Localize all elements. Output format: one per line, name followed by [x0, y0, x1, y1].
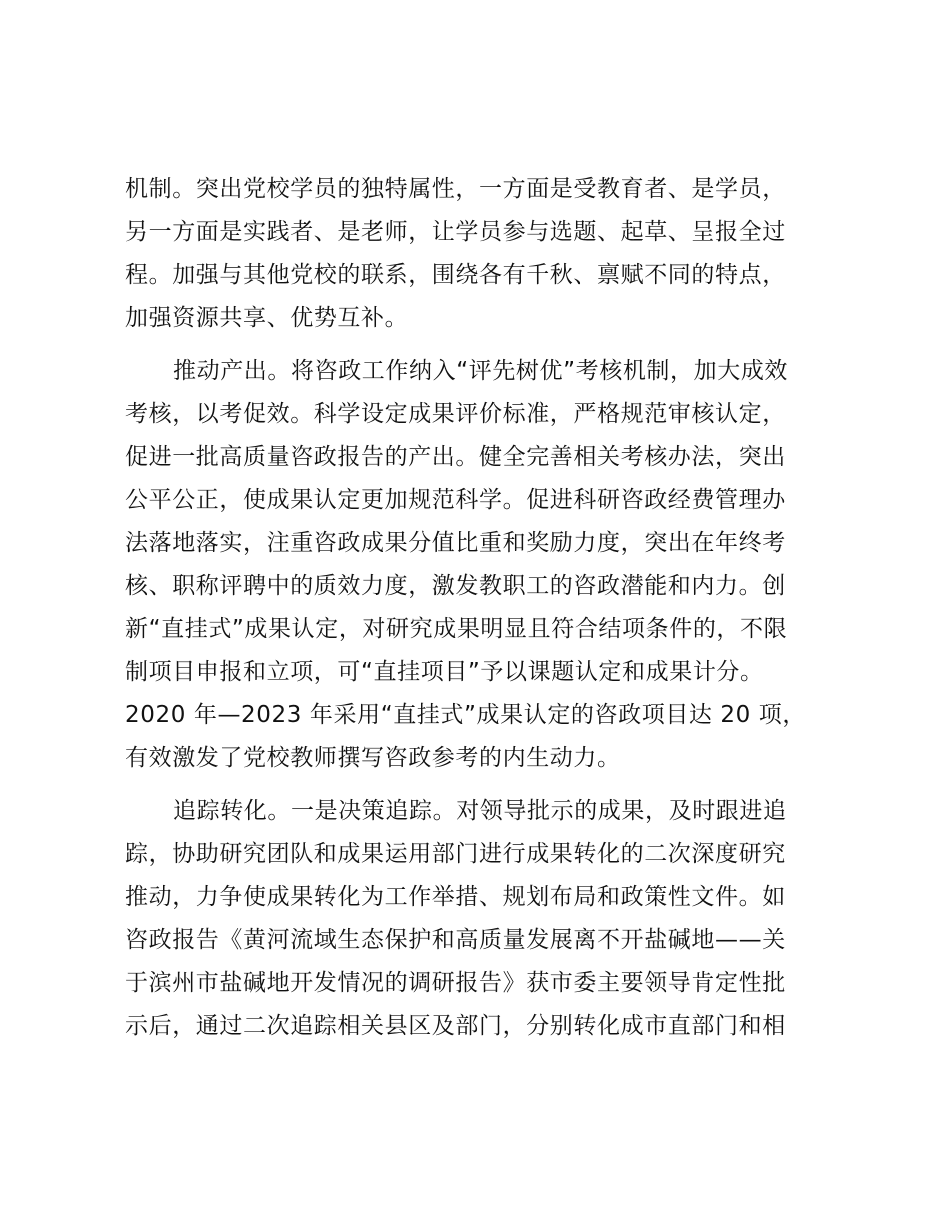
text-line: 加强资源共享、优势互补。 — [125, 305, 409, 331]
text-line: 新“直挂式”成果认定，对研究成果明显且符合结项条件的，不限 — [125, 616, 788, 642]
text-line: 推动，力争使成果转化为工作举措、规划布局和政策性文件。如 — [125, 884, 786, 910]
text-line: 公平公正，使成果认定更加规范科学。促进科研咨政经费管理办 — [125, 487, 786, 513]
paragraph-3 — [125, 790, 837, 1048]
text-line: 核、职称评聘中的质效力度，激发教职工的咨政潜能和内力。创 — [125, 573, 786, 599]
text-line: 法落地落实，注重咨政成果分值比重和奖励力度，突出在年终考 — [125, 530, 786, 556]
paragraph-1 — [125, 168, 837, 340]
text-line: 推动产出。将咨政工作纳入“评先树优”考核机制，加大成效 — [173, 358, 789, 384]
text-line: 促进一批高质量咨政报告的产出。健全完善相关考核办法，突出 — [125, 444, 786, 470]
paragraph-2 — [125, 350, 837, 780]
text-line: 机制。突出党校学员的独特属性，一方面是受教育者、是学员， — [125, 176, 786, 202]
text-line: 制项目申报和立项，可“直挂项目”予以课题认定和成果计分。 — [125, 659, 764, 685]
text-line: 踪，协助研究团队和成果运用部门进行成果转化的二次深度研究 — [125, 841, 786, 867]
text-line: 2020 年—2023 年采用“直挂式”成果认定的咨政项目达 20 项， — [125, 702, 807, 728]
text-line: 追踪转化。一是决策追踪。对领导批示的成果，及时跟进追 — [173, 798, 787, 824]
text-line: 咨政报告《黄河流域生态保护和高质量发展离不开盐碱地——关 — [125, 927, 786, 953]
text-line: 于滨州市盐碱地开发情况的调研报告》获市委主要领导肯定性批 — [125, 970, 786, 996]
text-line: 另一方面是实践者、是老师，让学员参与选题、起草、呈报全过 — [125, 219, 786, 245]
text-line: 程。加强与其他党校的联系，围绕各有千秋、禀赋不同的特点， — [125, 262, 786, 288]
text-line: 考核，以考促效。科学设定成果评价标准，严格规范审核认定， — [125, 401, 786, 427]
text-line: 示后，通过二次追踪相关县区及部门，分别转化成市直部门和相 — [125, 1013, 786, 1039]
document-body — [125, 168, 837, 1048]
text-line: 有效激发了党校教师撰写咨政参考的内生动力。 — [125, 745, 621, 771]
